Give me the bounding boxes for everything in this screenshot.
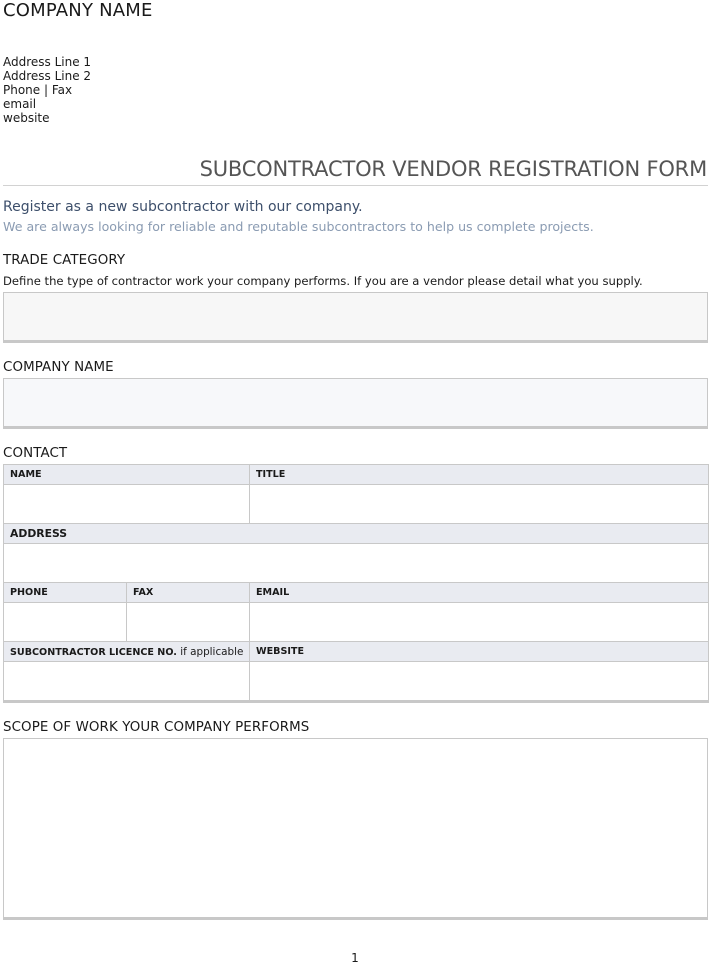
fax-label: FAX bbox=[127, 583, 250, 603]
email-label: EMAIL bbox=[250, 583, 709, 603]
address-line-1: Address Line 1 bbox=[3, 55, 92, 69]
contact-value-row-licence bbox=[4, 662, 709, 702]
licence-label: SUBCONTRACTOR LICENCE NO. bbox=[10, 646, 177, 658]
subintro-text: We are always looking for reliable and reputable subcontractors to help us complete projects. bbox=[3, 219, 594, 234]
licence-field[interactable] bbox=[4, 662, 250, 702]
name-label: NAME bbox=[4, 465, 250, 485]
contact-table bbox=[3, 464, 709, 703]
website-field[interactable] bbox=[250, 662, 709, 702]
fax-field[interactable] bbox=[127, 603, 250, 642]
trade-category-field[interactable] bbox=[3, 292, 708, 343]
title-label: TITLE bbox=[250, 465, 709, 485]
address-line-2: Address Line 2 bbox=[3, 69, 92, 83]
email-line: email bbox=[3, 97, 37, 111]
name-field[interactable] bbox=[4, 485, 250, 524]
contact-heading: CONTACT bbox=[3, 446, 68, 461]
contact-value-row-address bbox=[4, 544, 709, 583]
title-field[interactable] bbox=[250, 485, 709, 524]
website-line: website bbox=[3, 111, 50, 125]
intro-text: Register as a new subcontractor with our company. bbox=[3, 199, 363, 215]
company-name: COMPANY NAME bbox=[3, 0, 153, 21]
scope-heading: SCOPE OF WORK YOUR COMPANY PERFORMS bbox=[3, 720, 310, 735]
phone-label: PHONE bbox=[4, 583, 127, 603]
licence-note: if applicable bbox=[180, 645, 244, 658]
trade-category-description: Define the type of contractor work your company performs. If you are a vendor please detail what you supply. bbox=[3, 274, 643, 288]
title-divider bbox=[3, 185, 708, 186]
website-label: WEBSITE bbox=[250, 642, 709, 662]
contact-value-row-name bbox=[4, 485, 709, 524]
email-field[interactable] bbox=[250, 603, 709, 642]
phone-fax-line: Phone | Fax bbox=[3, 83, 73, 97]
form-title: SUBCONTRACTOR VENDOR REGISTRATION FORM bbox=[199, 157, 707, 181]
address-block bbox=[3, 55, 91, 125]
company-name-field[interactable] bbox=[3, 378, 708, 429]
scope-of-work-field[interactable] bbox=[3, 738, 708, 920]
licence-label-cell bbox=[4, 642, 250, 662]
company-name-heading: COMPANY NAME bbox=[3, 360, 114, 375]
contact-label-row-name bbox=[4, 465, 709, 485]
phone-field[interactable] bbox=[4, 603, 127, 642]
contact-label-row-phone bbox=[4, 583, 709, 603]
address-field[interactable] bbox=[4, 544, 709, 583]
contact-label-row-address bbox=[4, 524, 709, 544]
trade-category-heading: TRADE CATEGORY bbox=[3, 253, 126, 268]
address-label: ADDRESS bbox=[4, 524, 709, 544]
page-number: 1 bbox=[351, 951, 359, 965]
contact-value-row-phone bbox=[4, 603, 709, 642]
contact-label-row-licence bbox=[4, 642, 709, 662]
